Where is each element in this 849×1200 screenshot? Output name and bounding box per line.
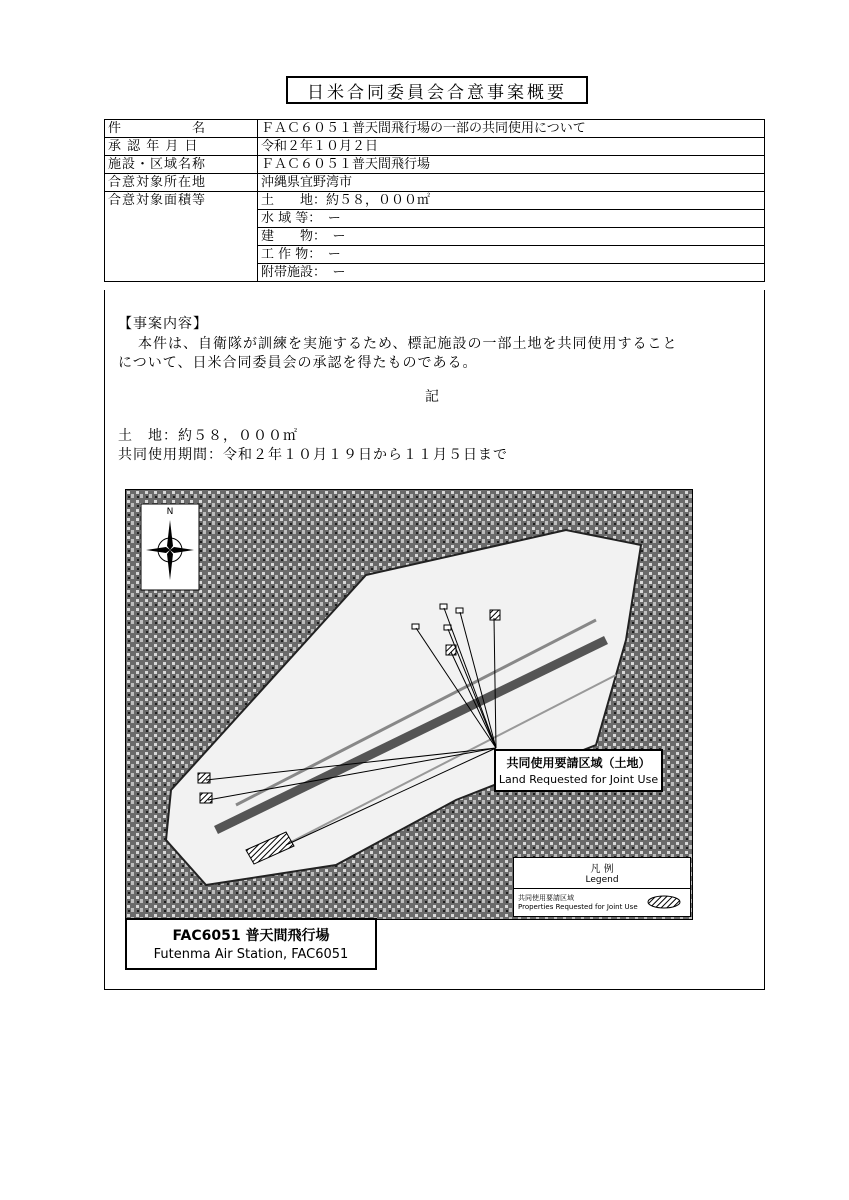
row-label-location: 合意対象所在地 [105, 174, 258, 192]
facility-name-box [125, 918, 377, 970]
area-row-buildings: 建 物： ー [258, 228, 765, 246]
area-row-land: 土 地：約５８，０００㎡ [258, 192, 765, 210]
row-label-approval-date: 承 認 年 月 日 [105, 138, 258, 156]
content-paragraph-line2: について、日米合同委員会の承認を得たものである。 [118, 355, 478, 371]
area-row-ancillary: 附帯施設： ー [258, 264, 765, 282]
joint-use-area [490, 610, 500, 620]
joint-use-area [456, 608, 463, 613]
document-title [286, 76, 588, 104]
callout-english: Land Requested for Joint Use [498, 773, 659, 786]
callout-japanese: 共同使用要請区域（土地） [506, 756, 651, 770]
site-map [125, 489, 693, 920]
table-row [105, 174, 765, 192]
joint-use-area [198, 773, 210, 783]
legend-hatch-symbol [646, 894, 682, 910]
joint-use-area [412, 624, 419, 629]
facility-name-english: Futenma Air Station, FAC6051 [153, 947, 349, 962]
row-value-approval-date: 令和２年１０月２日 [258, 138, 765, 156]
joint-use-area [444, 625, 451, 630]
row-value-location: 沖縄県宜野湾市 [258, 174, 765, 192]
land-area-line: 土 地：約５８，０００㎡ [118, 428, 298, 444]
row-value-subject: ＦＡＣ６０５１普天間飛行場の一部の共同使用について [258, 120, 765, 138]
area-row-water: 水 域 等： ー [258, 210, 765, 228]
legend-box [513, 857, 691, 917]
area-row-structures: 工 作 物： ー [258, 246, 765, 264]
legend-title-japanese: 凡 例 [590, 864, 614, 875]
ki-heading: 記 [425, 389, 440, 405]
document-title-text: 日米合同委員会合意事案概要 [307, 82, 567, 103]
joint-use-area [446, 645, 456, 655]
table-row [105, 192, 765, 210]
legend-item-japanese: 共同使用要請区域 [518, 894, 574, 902]
legend-item-english: Properties Requested for Joint Use [518, 903, 638, 911]
content-heading: 【事案内容】 [118, 316, 208, 332]
summary-table [104, 119, 765, 282]
table-row [105, 138, 765, 156]
row-label-subject: 件 名 [105, 120, 258, 138]
row-label-facility-name: 施設・区域名称 [105, 156, 258, 174]
table-row [105, 120, 765, 138]
legend-item-label [518, 894, 638, 912]
callout-box [494, 749, 663, 792]
map-graphic [126, 490, 693, 920]
facility-name-japanese: FAC6051 普天間飛行場 [172, 928, 330, 944]
joint-use-area [200, 793, 212, 803]
north-arrow-box [141, 504, 199, 590]
north-label: N [166, 507, 174, 517]
row-label-area: 合意対象面積等 [105, 192, 258, 282]
legend-title-english: Legend [514, 875, 690, 889]
content-paragraph-line1: 本件は、自衛隊が訓練を実施するため、標記施設の一部土地を共同使用すること [138, 336, 678, 352]
table-row [105, 156, 765, 174]
joint-use-area [440, 604, 447, 609]
joint-use-period-line: 共同使用期間：令和２年１０月１９日から１１月５日まで [118, 447, 508, 463]
row-value-facility-name: ＦＡＣ６０５１普天間飛行場 [258, 156, 765, 174]
